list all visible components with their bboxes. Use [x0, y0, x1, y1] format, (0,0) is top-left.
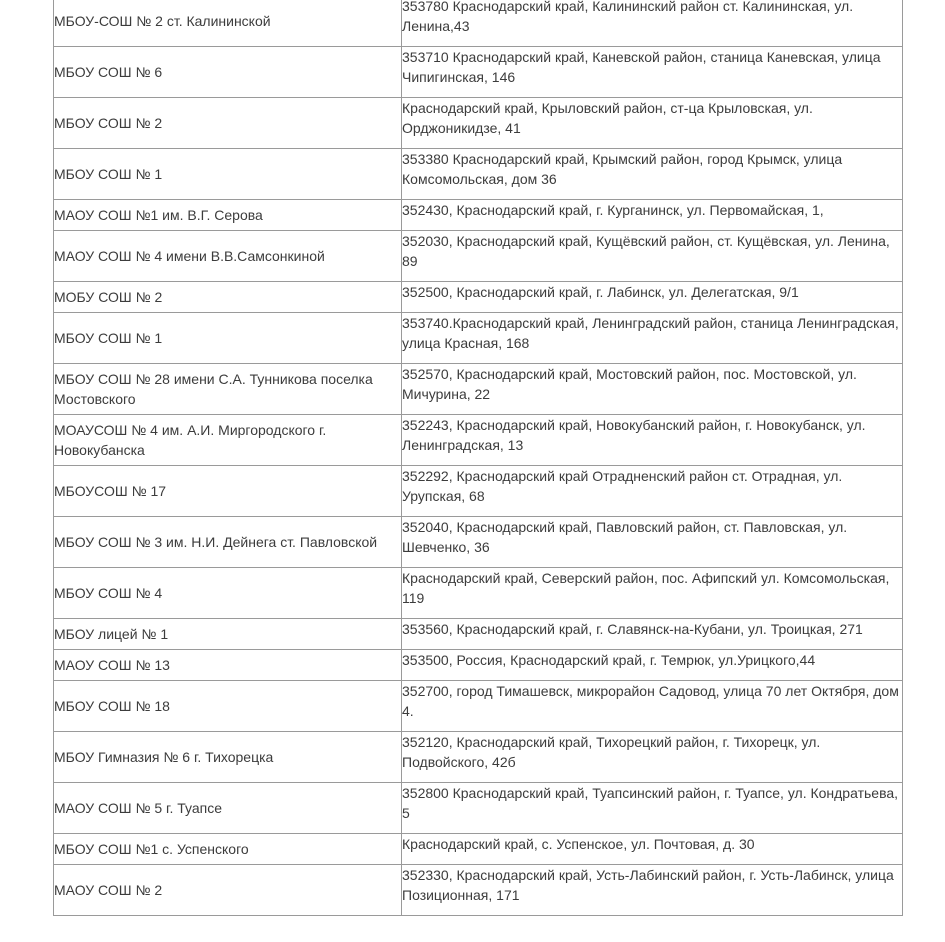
school-address-cell: 353380 Краснодарский край, Крымский район, город Крымск, улица Комсомольская, дом 36: [402, 149, 903, 200]
school-name-cell: МБОУ СОШ № 28 имени С.А. Тунникова поселка Мостовского: [54, 364, 402, 415]
school-address-cell: 353780 Краснодарский край, Калининский район ст. Калининская, ул. Ленина,43: [402, 0, 903, 47]
school-address-cell: 352330, Краснодарский край, Усть-Лабинский район, г. Усть-Лабинск, улица Позиционная, 171: [402, 865, 903, 916]
school-address-cell: 352570, Краснодарский край, Мостовский район, пос. Мостовской, ул. Мичурина, 22: [402, 364, 903, 415]
table-row: [54, 619, 903, 650]
table-row: [54, 865, 903, 916]
school-address-cell: Краснодарский край, Северский район, пос. Афипский ул. Комсомольская, 119: [402, 568, 903, 619]
school-address-cell: 352030, Краснодарский край, Кущёвский район, ст. Кущёвская, ул. Ленина, 89: [402, 231, 903, 282]
school-name-cell: МБОУ СОШ № 6: [54, 47, 402, 98]
school-name-cell: МОБУ СОШ № 2: [54, 282, 402, 313]
school-name-cell: МБОУ СОШ №1 с. Успенского: [54, 834, 402, 865]
school-name-cell: МБОУ СОШ № 2: [54, 98, 402, 149]
school-address-cell: 353740.Краснодарский край, Ленинградский район, станица Ленинградская, улица Красная, 168: [402, 313, 903, 364]
school-address-cell: 352700, город Тимашевск, микрорайон Садовод, улица 70 лет Октября, дом 4.: [402, 681, 903, 732]
school-address-cell: 352120, Краснодарский край, Тихорецкий район, г. Тихорецк, ул. Подвойского, 42б: [402, 732, 903, 783]
table-row: [54, 681, 903, 732]
school-name-cell: МБОУ СОШ № 4: [54, 568, 402, 619]
table-row: [54, 732, 903, 783]
school-name-cell: МАОУ СОШ № 4 имени В.В.Самсонкиной: [54, 231, 402, 282]
table-row: [54, 650, 903, 681]
school-name-cell: МАОУ СОШ № 13: [54, 650, 402, 681]
school-address-cell: 352243, Краснодарский край, Новокубанский район, г. Новокубанск, ул. Ленинградская, 13: [402, 415, 903, 466]
school-name-cell: МБОУ лицей № 1: [54, 619, 402, 650]
school-name-cell: МАОУ СОШ №1 им. В.Г. Серова: [54, 200, 402, 231]
table-row: [54, 364, 903, 415]
table-row: [54, 282, 903, 313]
table-row: [54, 466, 903, 517]
school-name-cell: МБОУ СОШ № 3 им. Н.И. Дейнега ст. Павловской: [54, 517, 402, 568]
schools-table-container: [53, 0, 901, 916]
school-address-cell: 352500, Краснодарский край, г. Лабинск, ул. Делегатская, 9/1: [402, 282, 903, 313]
school-address-cell: 352430, Краснодарский край, г. Курганинск, ул. Первомайская, 1,: [402, 200, 903, 231]
table-row: [54, 149, 903, 200]
school-name-cell: МОАУСОШ № 4 им. А.И. Миргородского г. Новокубанска: [54, 415, 402, 466]
school-name-cell: МБОУСОШ № 17: [54, 466, 402, 517]
table-row: [54, 98, 903, 149]
table-row: [54, 47, 903, 98]
school-name-cell: МБОУ Гимназия № 6 г. Тихорецка: [54, 732, 402, 783]
school-name-cell: МАОУ СОШ № 2: [54, 865, 402, 916]
table-row: [54, 783, 903, 834]
table-row: [54, 517, 903, 568]
school-address-cell: Краснодарский край, с. Успенское, ул. Почтовая, д. 30: [402, 834, 903, 865]
table-row: [54, 0, 903, 47]
table-row: [54, 231, 903, 282]
table-row: [54, 200, 903, 231]
school-address-cell: 353560, Краснодарский край, г. Славянск-на-Кубани, ул. Троицкая, 271: [402, 619, 903, 650]
schools-table: [53, 0, 903, 916]
table-row: [54, 415, 903, 466]
school-name-cell: МБОУ-СОШ № 2 ст. Калининской: [54, 0, 402, 47]
table-row: [54, 568, 903, 619]
school-name-cell: МБОУ СОШ № 1: [54, 313, 402, 364]
school-name-cell: МАОУ СОШ № 5 г. Туапсе: [54, 783, 402, 834]
school-address-cell: 352040, Краснодарский край, Павловский район, ст. Павловская, ул. Шевченко, 36: [402, 517, 903, 568]
school-address-cell: 352292, Краснодарский край Отрадненский район ст. Отрадная, ул. Урупская, 68: [402, 466, 903, 517]
school-name-cell: МБОУ СОШ № 1: [54, 149, 402, 200]
school-name-cell: МБОУ СОШ № 18: [54, 681, 402, 732]
school-address-cell: 353500, Россия, Краснодарский край, г. Темрюк, ул.Урицкого,44: [402, 650, 903, 681]
school-address-cell: Краснодарский край, Крыловский район, ст-ца Крыловская, ул. Орджоникидзе, 41: [402, 98, 903, 149]
table-row: [54, 313, 903, 364]
school-address-cell: 353710 Краснодарский край, Каневской район, станица Каневская, улица Чипигинская, 146: [402, 47, 903, 98]
table-row: [54, 834, 903, 865]
school-address-cell: 352800 Краснодарский край, Туапсинский район, г. Туапсе, ул. Кондратьева, 5: [402, 783, 903, 834]
